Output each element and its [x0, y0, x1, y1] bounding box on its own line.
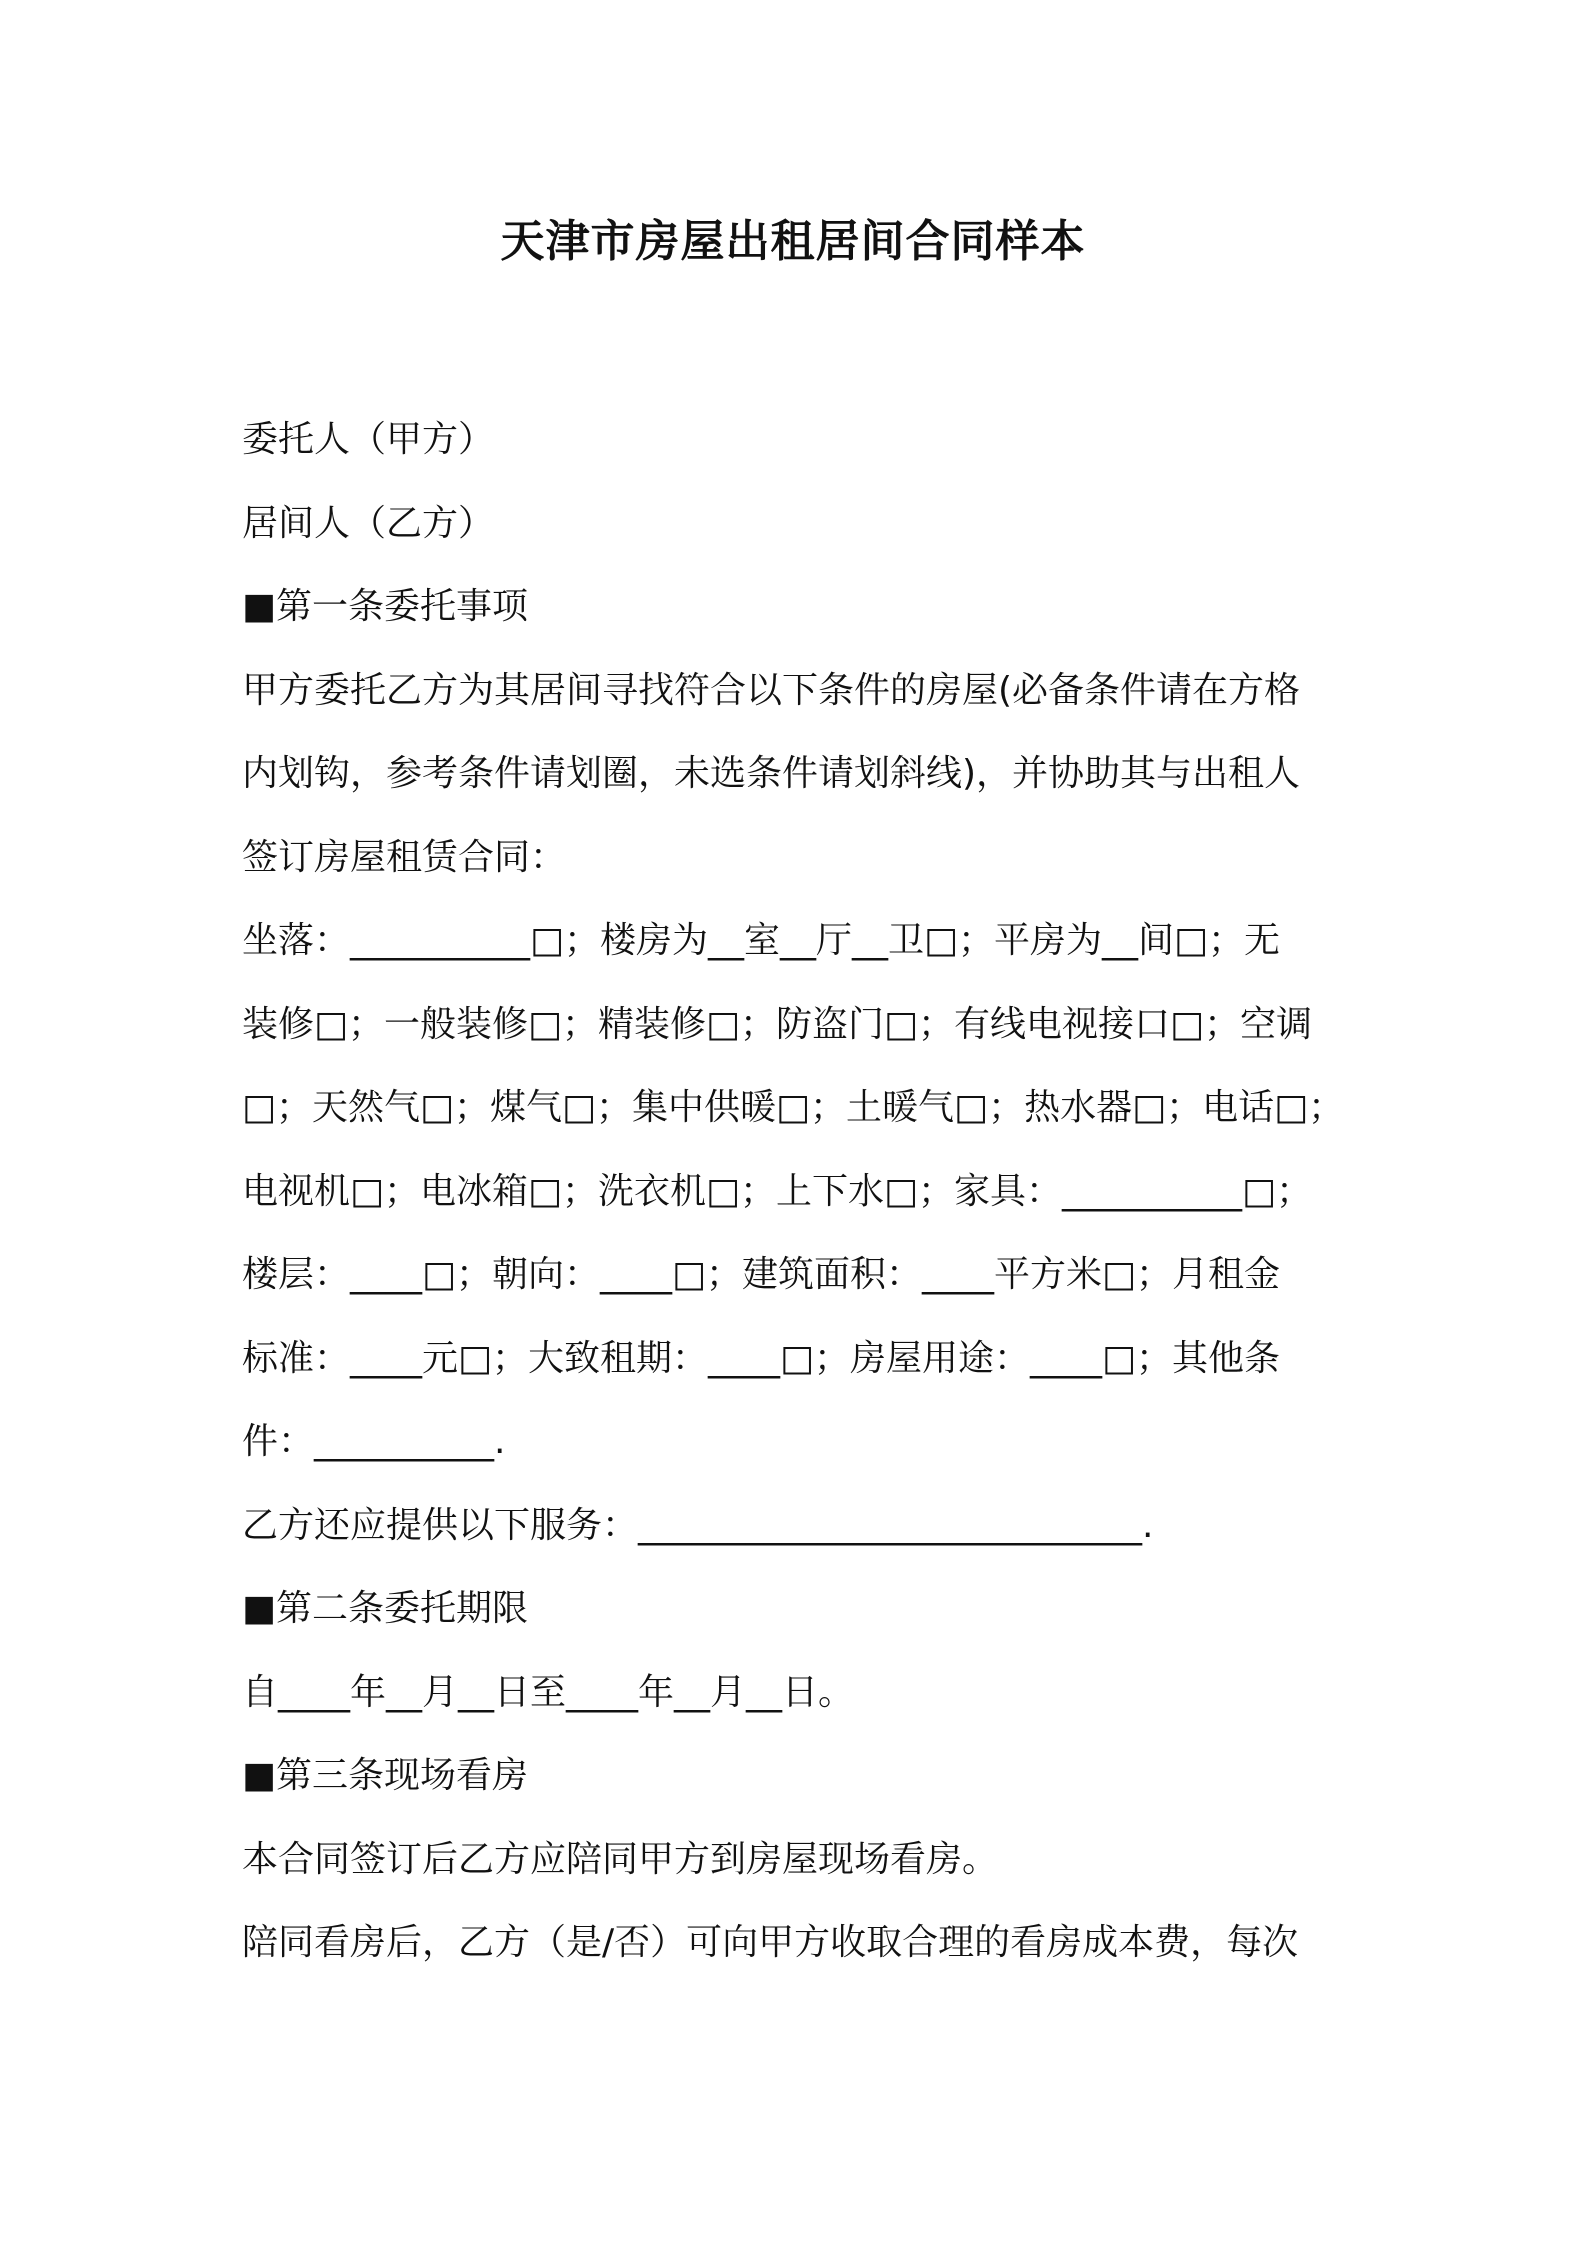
condition-line: 件：__________.: [242, 1421, 506, 1462]
section-1-intro-line: 签订房屋租赁合同：: [242, 836, 567, 878]
section-3-heading: ■第三条现场看房: [242, 1755, 529, 1796]
service-line: 乙方还应提供以下服务：____________________________.: [242, 1504, 1154, 1546]
condition-line: 坐落：__________□；楼房为__室__厅__卫□；平房为__间□；无: [242, 920, 1281, 961]
party-a-line: 委托人（甲方）: [242, 419, 495, 460]
condition-line: 楼层：____□；朝向：____□；建筑面积：____平方米□；月租金: [242, 1254, 1281, 1295]
condition-line: □；天然气□；煤气□；集中供暖□；土暖气□；热水器□；电话□；: [242, 1087, 1345, 1128]
condition-line: 标准：____元□；大致租期：____□；房屋用途：____□；其他条: [242, 1337, 1281, 1379]
document-body: [242, 398, 1352, 1985]
viewing-fee-line: 陪同看房后，乙方（是/否）可向甲方收取合理的看房成本费，每次: [242, 1922, 1299, 1963]
party-b-line: 居间人（乙方）: [242, 502, 495, 544]
section-1-intro-line: 内划钩，参考条件请划圈，未选条件请划斜线)，并协助其与出租人: [242, 753, 1301, 794]
section-1-intro-line: 甲方委托乙方为其居间寻找符合以下条件的房屋(必备条件请在方格: [242, 669, 1301, 711]
section-2-heading: ■第二条委托期限: [242, 1588, 529, 1629]
document-title: 天津市房屋出租居间合同样本: [500, 216, 1086, 267]
period-line: 自____年__月__日至____年__月__日。: [242, 1671, 855, 1713]
condition-line: 电视机□；电冰箱□；洗衣机□；上下水□；家具：__________□；: [242, 1170, 1313, 1212]
condition-line: 装修□；一般装修□；精装修□；防盗门□；有线电视接口□；空调: [242, 1003, 1313, 1045]
viewing-line: 本合同签订后乙方应陪同甲方到房屋现场看房。: [242, 1838, 999, 1880]
section-1-heading: ■第一条委托事项: [242, 586, 529, 627]
